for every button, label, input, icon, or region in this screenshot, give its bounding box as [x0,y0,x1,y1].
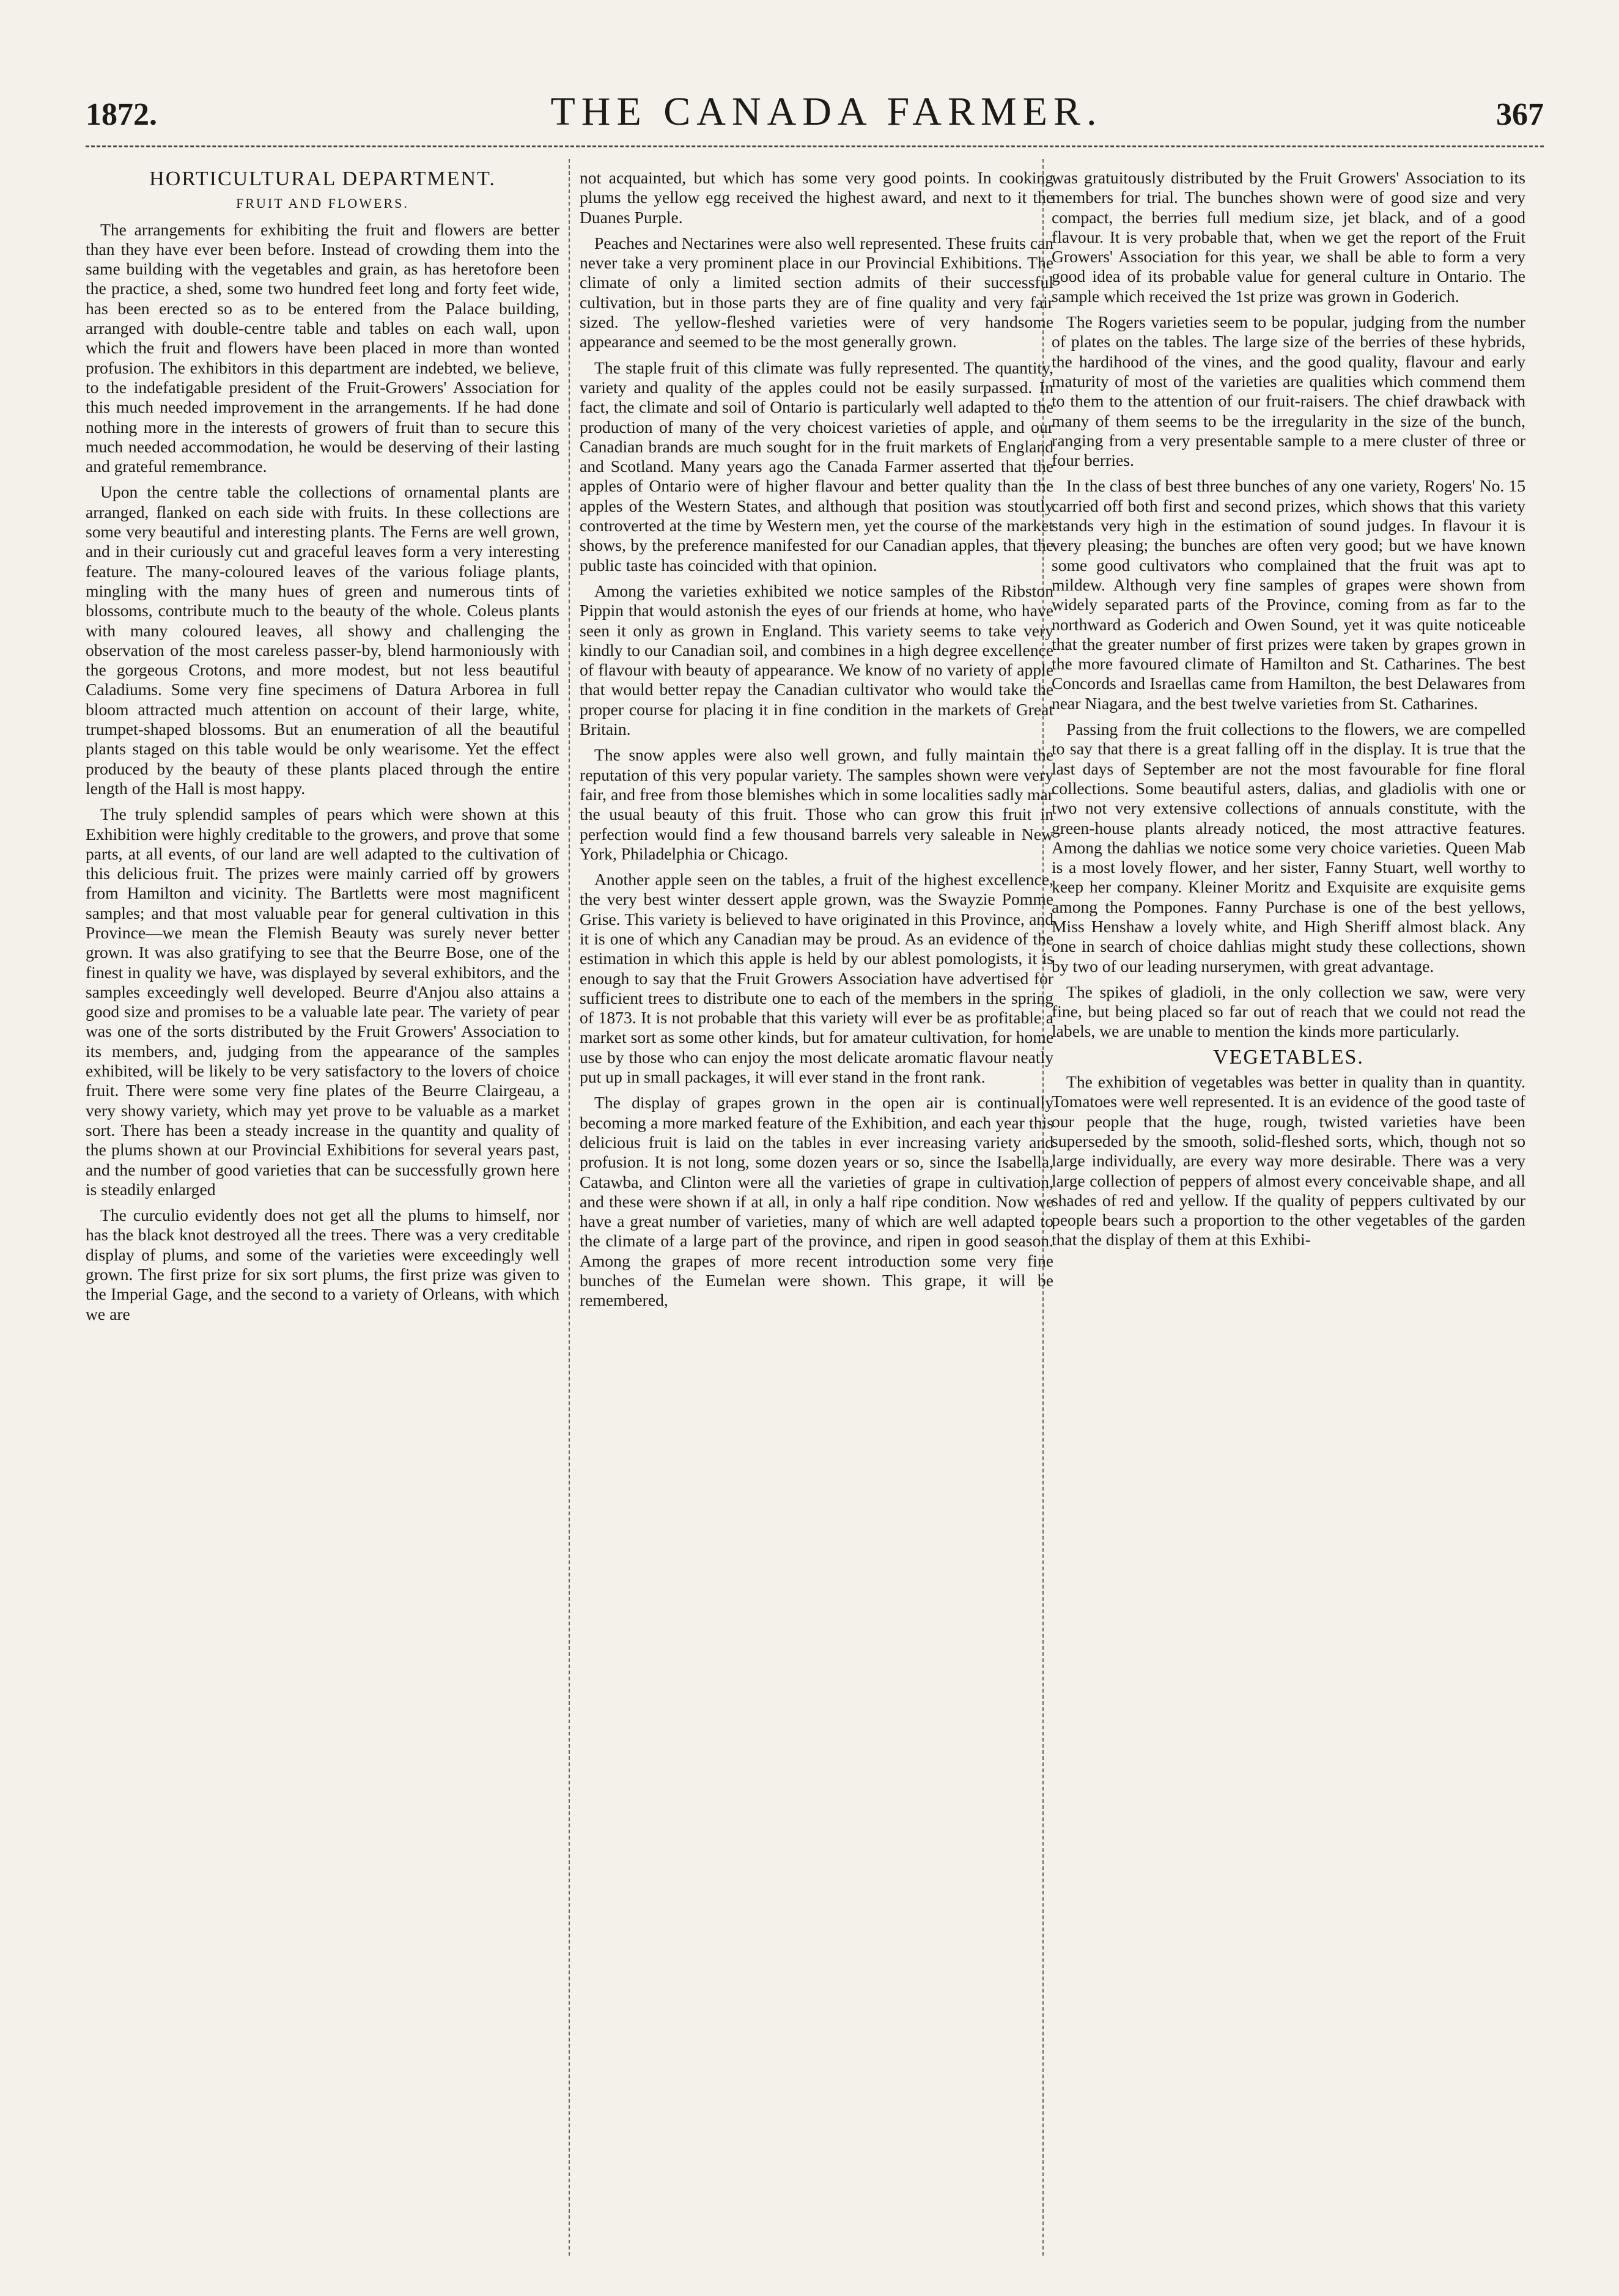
article-paragraph: The arrangements for exhibiting the fruit and flowers are better than they have ever been before. Instead of crowding them into the same building with the vegetables and grain, as has heretofore been the practice, a shed, some two hundred feet long and forty feet wide, has been erected so as to be entered from the Palace building, arranged with double-centre table and tables on each wall, upon which the fruit and flowers have been placed in more than wonted profusion. The exhibitors in this department are indebted, we believe, to the indefatigable president of the Fruit-Growers' Association for this much needed improvement in the arrangements. If he had done nothing more in the interests of growers of fruit than to secure this much needed accommodation, he would be deserving of their lasting and grateful remembrance. [86,219,559,476]
article-paragraph: In the class of best three bunches of any one variety, Rogers' No. 15 carried off both first and second prizes, which shows that this variety stands very high in the estimation of sound judges. In flavour it is very pleasing; the bunches are often very good; but we have known some good cultivators who complained that the fruit was apt to mildew. Although very fine samples of grapes were shown from widely separated parts of the Province, coming from as far to the northward as Goderich and Owen Sound, yet it was quite noticeable that the greater number of first prizes were taken by grapes grown in the more favoured climate of Hamilton and St. Catharines. The best Concords and Israellas came from Hamilton, the best Delawares from near Niagara, and the best twelve varieties from St. Catharines. [1052,476,1525,713]
article-paragraph: Another apple seen on the tables, a fruit of the highest excellence, the very best winter dessert apple grown, was the Swayzie Pomme Grise. This variety is believed to have originated in this Province, and it is one of which any Canadian may be proud. As an evidence of the estimation in which this apple is held by our ablest pomologists, it is enough to say that the Fruit Growers Association have advertised for sufficient trees to distribute one to each of the members in the spring of 1873. It is not probable that this variety will ever be as profitable a market sort as some other kinds, but for amateur cultivation, for home use by those who can enjoy the most delicate aromatic flavour neatly put up in small packages, it will ever stand in the front rank. [580,870,1053,1087]
issue-year: 1872. [86,97,157,132]
column-3 [1052,168,1525,2259]
article-paragraph: The spikes of gladioli, in the only collection we saw, were very fine, but being placed so far out of reach that we could not read the labels, we are unable to mention the kinds more particularly. [1052,982,1525,1041]
article-paragraph: not acquainted, but which has some very good points. In cooking plums the yellow egg received the highest award, and next to it the Duanes Purple. [580,168,1053,227]
article-paragraph: Passing from the fruit collections to the flowers, we are compelled to say that there is a great falling off in the display. It is true that the last days of September are not the most favourable for fine floral collections. Some beautiful asters, dalias, and gladiolis with one or two not very extensive collections of annuals constitute, with the green-house plants already noticed, the most attractive features. Among the dahlias we notice some very choice varieties. Queen Mab is a most lovely flower, and her sister, Fanny Stuart, well worthy to keep her company. Kleiner Moritz and Exquisite are exquisite gems among the Pompones. Fanny Purchase is one of the best yellows, Miss Henshaw a lovely white, and High Sheriff almost black. Any one in search of choice dahlias might study these collections, shown by two of our leading nurserymen, with great advantage. [1052,719,1525,976]
column-1 [86,168,559,2259]
article-paragraph: was gratuitously distributed by the Fruit Growers' Association to its members for trial. The bunches shown were of good size and very compact, the berries full medium size, jet black, and of a good flavour. It is very probable that, when we get the report of the Fruit Growers' Association for this year, we shall be able to form a very good idea of its probable value for general culture in Ontario. The sample which received the 1st prize was grown in Goderich. [1052,168,1525,306]
article-paragraph: Among the varieties exhibited we notice samples of the Ribston Pippin that would astonish the eyes of our friends at home, who have seen it only as grown in England. This variety seems to take very kindly to our Canadian soil, and combines in a high degree excellence of flavour with beauty of appearance. We know of no variety of apple that would better repay the Canadian cultivator who would take the proper course for placing it in fine condition in the markets of Great Britain. [580,581,1053,739]
section-heading-vegetables: VEGETABLES. [1213,1045,1364,1069]
article-paragraph: Upon the centre table the collections of ornamental plants are arranged, flanked on each side with fruits. In these collections are some very beautiful and interesting plants. The Ferns are well grown, and in their curiously cut and graceful leaves form a very interesting feature. The many-coloured leaves of the various foliage plants, mingling with the many hues of green and numerous tints of blossoms, contribute much to the beauty of the whole. Coleus plants with many coloured leaves, all showy and challenging the observation of the most careless passer-by, blend harmoniously with the gorgeous Crotons, and more modest, but not less beautiful Caladiums. Some very fine specimens of Datura Arborea in full bloom attracted much attention on account of their large, white, trumpet-shaped blossoms. But an enumeration of all the beautiful plants staged on this table would be only wearisome. Yet the effect produced by the beauty of these plants placed through the entire length of the Hall is most happy. [86,482,559,798]
article-paragraph: The curculio evidently does not get all the plums to himself, nor has the black knot destroyed all the trees. There was a very creditable display of plums, and some of the varieties were exceedingly well grown. The first prize for six sort plums, the first prize was given to the Imperial Gage, and the second to a variety of Orleans, with which we are [86,1205,559,1323]
newspaper-title: THE CANADA FARMER. [550,89,1103,134]
column-2 [580,168,1053,2259]
subheading-fruit-and-flowers: FRUIT AND FLOWERS. [236,196,409,212]
masthead [86,89,1544,138]
article-paragraph: The snow apples were also well grown, and fully maintain the reputation of this very popular variety. The samples shown were very fair, and free from those blemishes which in some localities sadly mar the usual beauty of this fruit. Those who can grow this fruit in perfection would find a few thousand barrels very saleable in New York, Philadelphia or Chicago. [580,745,1053,863]
article-paragraph: The display of grapes grown in the open air is continually becoming a more marked feature of the Exhibition, and each year this delicious fruit is laid on the tables in ever increasing variety and profusion. It is not long, some dozen years or so, since the Isabella, Catawba, and Clinton were all the varieties of grape in cultivation, and these were shown if at all, in only a half ripe condition. Now we have a great number of varieties, many of which are well adapted to the climate of a large part of the province, and ripen in good season. Among the grapes of more recent introduction some very fine bunches of the Eumelan were shown. This grape, it will be remembered, [580,1093,1053,1310]
article-paragraph: The exhibition of vegetables was better in quality than in quantity. Tomatoes were well represented. It is an evidence of the good taste of our people that the huge, rough, twisted varieties have been superseded by the smooth, solid-fleshed sorts, which, though not so large individually, are every way more desirable. There was a very large collection of peppers of almost every conceivable shape, and all shades of red and yellow. If the quality of peppers cultivated by our people bears such a proportion to the other vegetables of the garden that the display of them at this Exhibi- [1052,1072,1525,1249]
page-number: 367 [1495,97,1544,132]
masthead-rule [86,145,1544,147]
column-divider [569,159,570,2256]
article-paragraph: Peaches and Nectarines were also well represented. These fruits can never take a very prominent place in our Provincial Exhibitions. The climate of only a limited section admits of their successful cultivation, but in those parts they are of fine quality and very fair sized. The yellow-fleshed varieties were of very handsome appearance and seemed to be the most generally grown. [580,233,1053,351]
article-paragraph: The staple fruit of this climate was fully represented. The quantity, variety and quality of the apples could not be easily surpassed. In fact, the climate and soil of Ontario is particularly well adapted to the production of many of the very choicest varieties of apple, and our Canadian brands are much sought for in the fruit markets of England and Scotland. Many years ago the Canada Farmer asserted that the apples of Ontario were of higher flavour and better quality than the apples of the Western States, and although that position was stoutly controverted at the time by Western men, yet the course of the market shows, by the preference manifested for our Canadian apples, that the public taste has coincided with that opinion. [580,358,1053,575]
article-paragraph: The Rogers varieties seem to be popular, judging from the number of plates on the tables. The large size of the berries of these hybrids, the hardihood of the vines, and the good quality, flavour and early maturity of most of the varieties are qualities which commend them to them to the attention of our fruit-raisers. The chief drawback with many of them seems to be the irregularity in the size of the bunch, ranging from a very presentable sample to a mere cluster of three or four berries. [1052,312,1525,470]
section-heading-horticultural: HORTICULTURAL DEPARTMENT. [149,168,496,190]
article-paragraph: The truly splendid samples of pears which were shown at this Exhibition were highly creditable to the growers, and prove that some parts, at all events, of our land are well adapted to the cultivation of this delicious fruit. The prizes were mainly carried off by growers from Hamilton and vicinity. The Bartletts were most magnificent samples; and that most valuable pear for general cultivation in this Province—we mean the Flemish Beauty was surely never better grown. It was also gratifying to see that the Beurre Bose, one of the finest in quality we have, was displayed by several exhibitors, and the samples exceedingly well developed. Beurre d'Anjou also attains a good size and promises to be a valuable late pear. The variety of pear was one of the sorts distributed by the Fruit Growers' Association to its members, and, judging from the appearance of the samples exhibited, will be likely to be very satisfactory to the lovers of choice fruit. There were some very fine plates of the Beurre Clairgeau, a very showy variety, which may yet prove to be valuable as a market sort. There has been a steady increase in the quantity and quality of the plums shown at our Provincial Exhibitions for several years past, and the number of good varieties that can be successfully grown here is steadily enlarged [86,804,559,1199]
